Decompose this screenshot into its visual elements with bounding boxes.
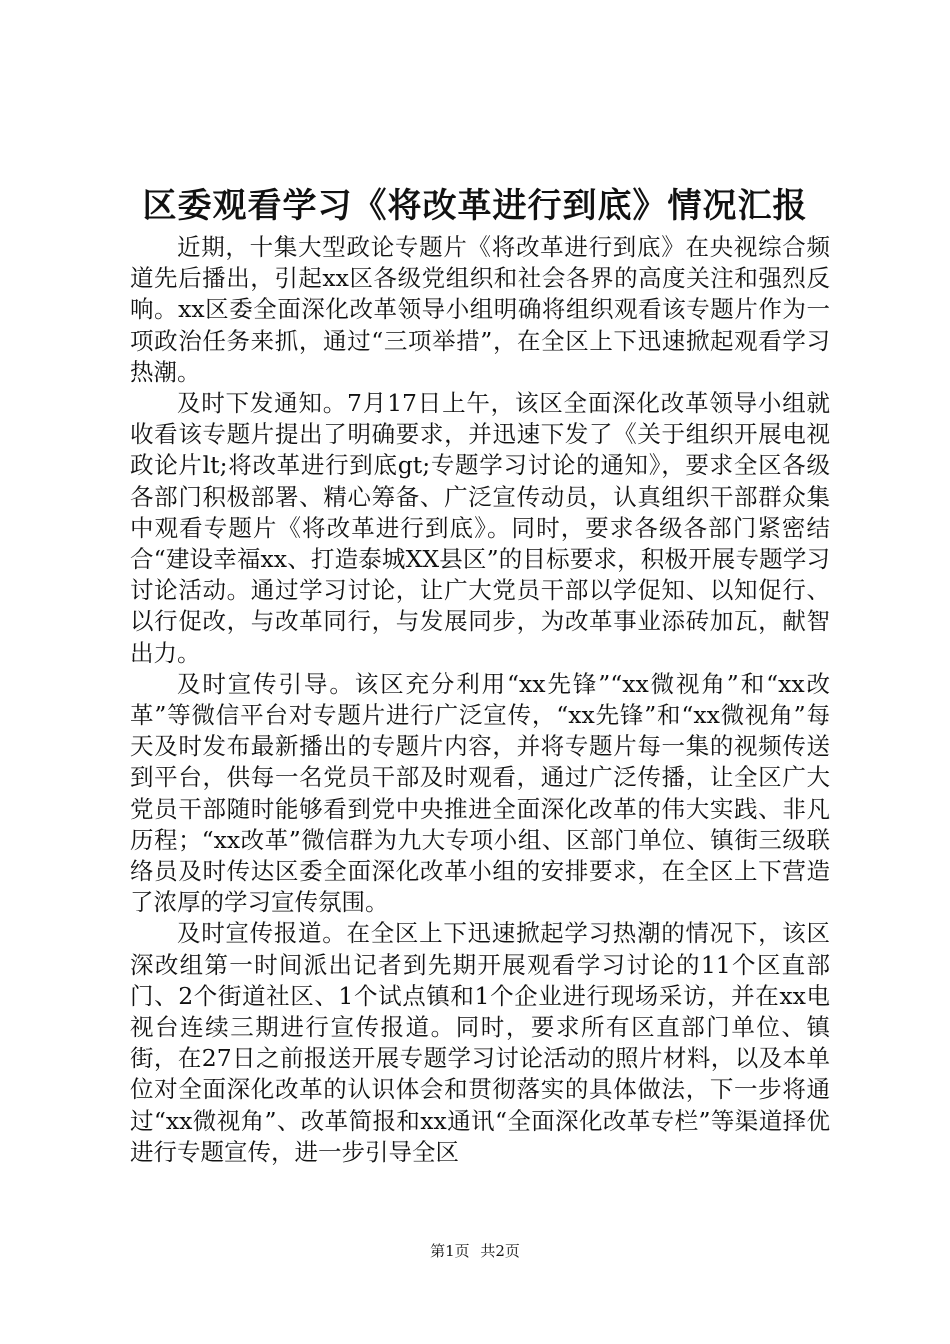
paragraph-reporting: 及时宣传报道。在全区上下迅速掀起学习热潮的情况下，该区深改组第一时间派出记者到先期开展观看学习讨论的11个区直部门、2个街道社区、1个试点镇和1个企业进行现场采访，并在xx电视台连续三期进行宣传报道。同时，要求所有区直部门单位、镇街，在27日之前报送开展专题学习讨论活动的照片材料，以及本单位对全面深化改革的认识体会和贯彻落实的具体做法，下一步将通过“xx微视角”、改革简报和xx通讯“全面深化改革专栏”等渠道择优进行专题宣传，进一步引导全区 bbox=[130, 919, 830, 1166]
page-number: 第1页 bbox=[430, 1242, 470, 1260]
paragraph-intro: 近期，十集大型政论专题片《将改革进行到底》在央视综合频道先后播出，引起xx区各级党组织和社会各界的高度关注和强烈反响。xx区委全面深化改革领导小组明确将组织观看该专题片作为一项政治任务来抓，通过“三项举措”，在全区上下迅速掀起观看学习热潮。 bbox=[130, 233, 830, 386]
paragraph-notice: 及时下发通知。7月17日上午，该区全面深化改革领导小组就收看该专题片提出了明确要求，并迅速下发了《关于组织开展电视政论片lt;将改革进行到底gt;专题学习讨论的通知》，要求全区各级各部门积极部署、精心筹备、广泛宣传动员，认真组织干部群众集中观看专题片《将改革进行到底》。同时，要求各级各部门紧密结合“建设幸福xx、打造泰城XX县区”的目标要求，积极开展专题学习讨论活动。通过学习讨论，让广大党员干部以学促知、以知促行、以行促改，与改革同行，与发展同步，为改革事业添砖加瓦，献智出力。 bbox=[130, 389, 830, 667]
document-body bbox=[130, 232, 830, 1168]
paragraph-guidance: 及时宣传引导。该区充分利用“xx先锋”“xx微视角”和“xx改革”等微信平台对专题片进行广泛宣传，“xx先锋”和“xx微视角”每天及时发布最新播出的专题片内容，并将专题片每一集的视频传送到平台，供每一名党员干部及时观看，通过广泛传播，让全区广大党员干部随时能够看到党中央推进全面深化改革的伟大实践、非凡历程；“xx改革”微信群为九大专项小组、区部门单位、镇街三级联络员及时传达区委全面深化改革小组的安排要求，在全区上下营造了浓厚的学习宣传氛围。 bbox=[130, 669, 830, 917]
page-title: 区委观看学习《将改革进行到底》情况汇报 bbox=[142, 186, 808, 226]
page-total: 共2页 bbox=[480, 1242, 520, 1260]
page-footer bbox=[0, 1241, 950, 1261]
